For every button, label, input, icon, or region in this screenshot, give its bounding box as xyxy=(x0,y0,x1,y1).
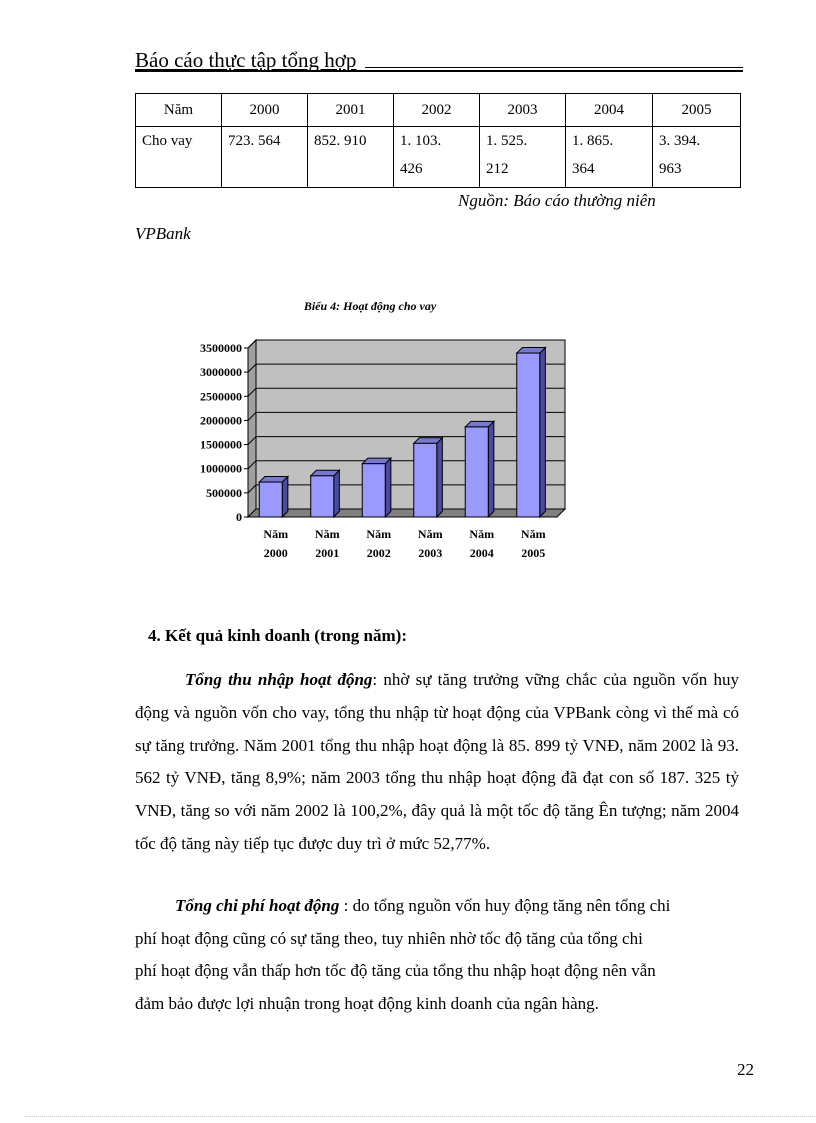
bar-side xyxy=(437,438,443,517)
bar-side xyxy=(282,476,288,517)
table-cell xyxy=(222,127,308,188)
cell-line: 852. 910 xyxy=(314,133,367,149)
bar-side xyxy=(334,470,340,517)
x-tick-label: Năm xyxy=(417,527,443,541)
x-tick-label: Năm xyxy=(366,527,392,541)
bar-top xyxy=(259,476,288,482)
bar-top xyxy=(311,470,340,476)
table-cell xyxy=(394,127,480,188)
y-tick-label: 3500000 xyxy=(200,341,242,355)
x-tick-label: Năm xyxy=(263,527,289,541)
bar-side xyxy=(488,421,494,517)
bar xyxy=(259,482,282,517)
paragraph-lead: Tổng chi phí hoạt động xyxy=(175,896,340,915)
bar xyxy=(465,427,488,517)
x-tick-label: 2001 xyxy=(315,546,340,560)
lending-table xyxy=(135,93,741,188)
y-tick-label: 1000000 xyxy=(200,461,242,476)
bar xyxy=(517,353,540,517)
cell-line: 1. 525. xyxy=(486,133,528,149)
cell-line: 3. 394. xyxy=(659,133,701,149)
plot-side-wall xyxy=(248,340,256,517)
source-note-continued: VPBank xyxy=(135,224,191,243)
source-note: Nguồn: Báo cáo thường niên xyxy=(458,191,656,210)
paragraph-text: : nhờ sự tăng trưởng vững chắc của nguồn vốn huy động và nguồn vốn cho vay, tổng thu nhập từ hoạt động của VPBank còng vì thế mà có sự tăng trưởng. Năm 2001 tổng thu nhập hoạt động là 85. 899 tỷ VNĐ, năm 2002 là 93. 562 tỷ VNĐ, tăng 8,9%; năm 2003 tổng thu nhập hoạt động đã đạt con số 187. 325 tỷ VNĐ, tăng so với năm 2002 là 100,2%, đây quả là một tốc độ tăng Ên tượng; năm 2004 tốc độ tăng này tiếp tục được duy trì ở mức 52,77%. xyxy=(135,670,740,853)
footer-rule xyxy=(25,1116,815,1117)
cell-line: 963 xyxy=(659,161,682,177)
lending-bar-chart xyxy=(160,290,600,580)
paragraph-total-cost xyxy=(135,890,739,1020)
header-title: Báo cáo thực tập tổng hợp xyxy=(135,48,357,72)
bar-side xyxy=(540,347,546,517)
x-tick-label: 2000 xyxy=(263,546,288,560)
x-tick-label: 2005 xyxy=(521,546,546,560)
x-tick-label: Năm xyxy=(314,527,340,541)
paragraph-line: phí hoạt động vẫn thấp hơn tốc độ tăng của tổng thu nhập hoạt động nên vẫn xyxy=(135,961,656,980)
y-tick-label: 0 xyxy=(236,510,242,524)
paragraph-line: : do tổng nguồn vốn huy động tăng nên tổng chi xyxy=(339,896,671,915)
header-rule-thin xyxy=(365,67,743,68)
table-header-cell: 2002 xyxy=(394,94,480,127)
table-row-label: Cho vay xyxy=(136,127,222,188)
table-header-cell: 2001 xyxy=(308,94,394,127)
table-row xyxy=(136,127,741,188)
paragraph-total-income xyxy=(135,664,739,861)
table-header-row xyxy=(136,94,741,127)
page-number: 22 xyxy=(737,1060,754,1079)
x-tick-label: Năm xyxy=(469,527,495,541)
x-tick-label: 2004 xyxy=(469,546,494,560)
chart-title: Biểu 4: Hoạt động cho vay xyxy=(303,299,437,313)
bar-top xyxy=(517,347,546,353)
header-rule-thick xyxy=(135,70,743,72)
table-cell xyxy=(308,127,394,188)
bar xyxy=(311,476,334,517)
cell-line: 426 xyxy=(400,161,423,177)
cell-line: 1. 865. xyxy=(572,133,614,149)
paragraph-line: phí hoạt động cũng có sự tăng theo, tuy nhiên nhờ tốc độ tăng của tổng chi xyxy=(135,928,643,948)
bar xyxy=(414,443,437,517)
table-header-cell: 2005 xyxy=(653,94,741,127)
paragraph-lead: Tổng thu nhập hoạt động xyxy=(185,670,373,689)
cell-line: 364 xyxy=(572,161,595,177)
table-header-cell: 2000 xyxy=(222,94,308,127)
bar-side xyxy=(385,458,391,517)
table-header-cell: Năm xyxy=(136,94,222,127)
y-tick-label: 1500000 xyxy=(200,437,242,452)
paragraph-line: đảm bảo được lợi nhuận trong hoạt động kinh doanh của ngân hàng. xyxy=(135,993,599,1013)
x-tick-label: 2003 xyxy=(418,546,443,560)
y-tick-label: 3000000 xyxy=(200,365,242,380)
y-tick-label: 2000000 xyxy=(200,413,242,428)
table-header-cell: 2003 xyxy=(480,94,566,127)
bar-top xyxy=(465,421,494,427)
bar-top xyxy=(362,458,391,464)
table-cell xyxy=(566,127,653,188)
table-cell xyxy=(653,127,741,188)
bar-top xyxy=(414,438,443,444)
cell-line: 723. 564 xyxy=(228,133,281,149)
cell-line: 1. 103. xyxy=(400,133,442,149)
table-header-cell: 2004 xyxy=(566,94,653,127)
x-tick-label: 2002 xyxy=(366,546,391,560)
y-tick-label: 500000 xyxy=(206,485,242,500)
bar xyxy=(362,464,385,517)
section-heading: 4. Kết quả kinh doanh (trong năm): xyxy=(148,626,407,645)
x-tick-label: Năm xyxy=(520,527,546,541)
cell-line: 212 xyxy=(486,161,509,177)
table-cell xyxy=(480,127,566,188)
y-tick-label: 2500000 xyxy=(200,389,242,404)
